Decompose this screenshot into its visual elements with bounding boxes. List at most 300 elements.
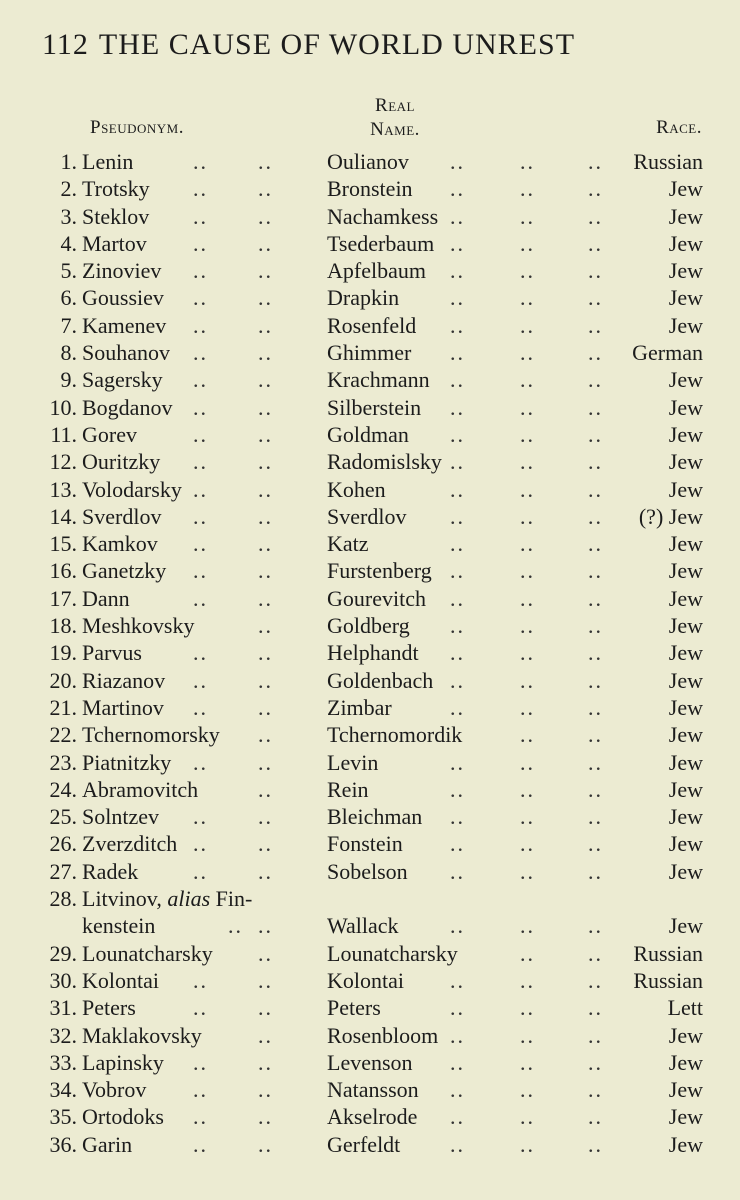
race: Jew xyxy=(668,203,703,229)
pseudonym: Goussiev xyxy=(82,285,164,311)
leader-dots: .. xyxy=(520,394,535,420)
leader-dots: .. xyxy=(520,476,535,502)
leader-dots: .. xyxy=(588,667,603,693)
real-name: Apfelbaum xyxy=(327,258,426,284)
leader-dots: .. xyxy=(258,585,273,611)
real-name: Rosenbloom xyxy=(327,1022,439,1048)
row-number: 13. xyxy=(49,476,77,502)
leader-dots: .. xyxy=(258,940,273,966)
leader-dots: .. xyxy=(450,476,465,502)
race: Jew xyxy=(668,1104,703,1130)
leader-dots: .. xyxy=(193,503,208,529)
race: Russian xyxy=(633,940,703,966)
leader-dots: .. xyxy=(520,804,535,830)
table-row xyxy=(0,1049,740,1076)
leader-dots: .. xyxy=(450,640,465,666)
race: (?) Jew xyxy=(638,503,703,529)
table-row xyxy=(0,776,740,803)
leader-dots: .. xyxy=(588,722,603,748)
leader-dots: .. xyxy=(588,367,603,393)
leader-dots: .. xyxy=(193,558,208,584)
real-name: Peters xyxy=(327,995,381,1021)
leader-dots: .. xyxy=(258,722,273,748)
leader-dots: .. xyxy=(520,285,535,311)
leader-dots: .. xyxy=(258,312,273,338)
leader-dots: .. xyxy=(258,449,273,475)
table-row xyxy=(0,257,740,284)
leader-dots: .. xyxy=(258,203,273,229)
real-name: Wallack xyxy=(327,913,399,939)
race: Jew xyxy=(668,613,703,639)
leader-dots: .. xyxy=(258,285,273,311)
leader-dots: .. xyxy=(450,449,465,475)
race: Jew xyxy=(668,667,703,693)
leader-dots: .. xyxy=(588,585,603,611)
leader-dots: .. xyxy=(193,585,208,611)
row-number: 4. xyxy=(60,230,77,256)
leader-dots: .. xyxy=(258,913,273,939)
leader-dots: .. xyxy=(588,967,603,993)
leader-dots: .. xyxy=(520,449,535,475)
page-title: THE CAUSE OF WORLD UNREST xyxy=(98,28,576,61)
real-name: Katz xyxy=(327,531,369,557)
leader-dots: .. xyxy=(258,258,273,284)
leader-dots: .. xyxy=(193,831,208,857)
pseudonym: Maklakovsky xyxy=(82,1022,202,1048)
leader-dots: .. xyxy=(520,176,535,202)
leader-dots: .. xyxy=(258,995,273,1021)
table-row xyxy=(0,585,740,612)
table-row xyxy=(0,694,740,721)
leader-dots: .. xyxy=(193,230,208,256)
row-number: 8. xyxy=(60,340,77,366)
real-name: Goldman xyxy=(327,421,409,447)
leader-dots: .. xyxy=(520,421,535,447)
leader-dots: .. xyxy=(258,694,273,720)
table-row xyxy=(0,667,740,694)
leader-dots: .. xyxy=(258,1049,273,1075)
leader-dots: .. xyxy=(520,585,535,611)
race: Jew xyxy=(668,749,703,775)
leader-dots: .. xyxy=(258,613,273,639)
real-name: Bronstein xyxy=(327,176,413,202)
leader-dots: .. xyxy=(588,804,603,830)
leader-dots: .. xyxy=(520,722,535,748)
leader-dots: .. xyxy=(588,285,603,311)
pseudonym: Souhanov xyxy=(82,340,170,366)
pseudonym: Zverzditch xyxy=(82,831,178,857)
leader-dots: .. xyxy=(588,203,603,229)
pseudonym: Abramovitch xyxy=(82,776,199,802)
row-number: 1. xyxy=(60,149,77,174)
leader-dots: .. xyxy=(588,558,603,584)
leader-dots: .. xyxy=(193,312,208,338)
leader-dots: .. xyxy=(193,367,208,393)
leader-dots: .. xyxy=(520,149,535,174)
real-name: Gourevitch xyxy=(327,585,426,611)
race: Jew xyxy=(668,1022,703,1048)
leader-dots: .. xyxy=(450,312,465,338)
leader-dots: .. xyxy=(193,149,208,174)
row-number: 16. xyxy=(49,558,77,584)
row-number: 34. xyxy=(49,1077,77,1103)
pseudonym: Lounatcharsky xyxy=(82,940,213,966)
leader-dots: .. xyxy=(258,831,273,857)
leader-dots: .. xyxy=(588,831,603,857)
pseudonym: Tchernomorsky xyxy=(82,722,220,748)
real-name: Akselrode xyxy=(327,1104,418,1130)
leader-dots: .. xyxy=(258,394,273,420)
table-row xyxy=(0,1131,740,1158)
race: Jew xyxy=(668,804,703,830)
pseudonym: Kamenev xyxy=(82,312,167,338)
leader-dots: .. xyxy=(258,749,273,775)
leader-dots: .. xyxy=(588,176,603,202)
leader-dots: .. xyxy=(450,749,465,775)
race: Jew xyxy=(668,1131,703,1157)
leader-dots: .. xyxy=(588,1104,603,1130)
leader-dots: .. xyxy=(450,613,465,639)
leader-dots: .. xyxy=(450,1022,465,1048)
leader-dots: .. xyxy=(258,804,273,830)
leader-dots: .. xyxy=(450,858,465,884)
row-number: 24. xyxy=(49,776,77,802)
leader-dots: .. xyxy=(520,1077,535,1103)
real-name: Goldberg xyxy=(327,613,410,639)
leader-dots: .. xyxy=(588,476,603,502)
leader-dots: .. xyxy=(520,531,535,557)
real-name: Rein xyxy=(327,776,369,802)
row-number: 31. xyxy=(49,995,77,1021)
race: Jew xyxy=(668,640,703,666)
leader-dots: .. xyxy=(450,258,465,284)
table-row xyxy=(0,612,740,639)
race: Jew xyxy=(668,449,703,475)
leader-dots: .. xyxy=(450,1104,465,1130)
leader-dots: .. xyxy=(193,1049,208,1075)
leader-dots: .. xyxy=(258,230,273,256)
leader-dots: .. xyxy=(258,1077,273,1103)
leader-dots: .. xyxy=(520,995,535,1021)
row-number: 22. xyxy=(49,722,77,748)
table-row xyxy=(0,175,740,202)
leader-dots: .. xyxy=(588,694,603,720)
leader-dots: .. xyxy=(258,476,273,502)
table-row xyxy=(0,203,740,230)
leader-dots: .. xyxy=(193,667,208,693)
leader-dots: .. xyxy=(193,340,208,366)
real-name: Gerfeldt xyxy=(327,1131,401,1157)
leader-dots: .. xyxy=(450,913,465,939)
pseudonym: Solntzev xyxy=(82,804,159,830)
pseudonym: Kamkov xyxy=(82,531,158,557)
race: Jew xyxy=(668,476,703,502)
real-name: Ghimmer xyxy=(327,340,412,366)
leader-dots: .. xyxy=(450,340,465,366)
leader-dots: .. xyxy=(450,667,465,693)
header-race: Race. xyxy=(656,117,702,138)
race: Jew xyxy=(668,285,703,311)
pseudonym: Lenin xyxy=(82,149,134,174)
race: Jew xyxy=(668,312,703,338)
pseudonym-first: Litvinov, xyxy=(82,886,162,912)
leader-dots: .. xyxy=(450,367,465,393)
pseudonym: Bogdanov xyxy=(82,394,173,420)
pseudonym xyxy=(82,885,252,912)
leader-dots: .. xyxy=(193,394,208,420)
leader-dots: .. xyxy=(450,1077,465,1103)
leader-dots: .. xyxy=(193,203,208,229)
pseudonym: Garin xyxy=(82,1131,133,1157)
row-number: 33. xyxy=(49,1049,77,1075)
race: Jew xyxy=(668,585,703,611)
real-name: Zimbar xyxy=(327,694,392,720)
row-number: 7. xyxy=(60,312,77,338)
leader-dots: .. xyxy=(588,776,603,802)
leader-dots: .. xyxy=(520,694,535,720)
leader-dots: .. xyxy=(450,694,465,720)
race: Jew xyxy=(668,1077,703,1103)
race: Jew xyxy=(668,531,703,557)
table-row xyxy=(0,858,740,885)
real-name: Kohen xyxy=(327,476,386,502)
leader-dots: .. xyxy=(450,285,465,311)
row-number: 6. xyxy=(60,285,77,311)
leader-dots: .. xyxy=(520,1131,535,1157)
race: Jew xyxy=(668,1049,703,1075)
race: Jew xyxy=(668,258,703,284)
row-number: 14. xyxy=(49,503,77,529)
leader-dots: .. xyxy=(588,449,603,475)
leader-dots: .. xyxy=(193,694,208,720)
race: Jew xyxy=(668,394,703,420)
pseudonym: Piatnitzky xyxy=(82,749,172,775)
table-row xyxy=(0,476,740,503)
row-number: 19. xyxy=(49,640,77,666)
leader-dots: .. xyxy=(520,858,535,884)
leader-dots: .. xyxy=(258,667,273,693)
pseudonym-continuation: kenstein xyxy=(82,913,156,939)
table-row xyxy=(0,421,740,448)
row-number: 21. xyxy=(49,694,77,720)
real-name: Helphandt xyxy=(327,640,419,666)
leader-dots: .. xyxy=(520,940,535,966)
alias-word: alias xyxy=(167,886,211,912)
pseudonym: Martinov xyxy=(82,694,164,720)
leader-dots: .. xyxy=(193,421,208,447)
pseudonym: Ouritzky xyxy=(82,449,161,475)
table-row xyxy=(0,366,740,393)
leader-dots: .. xyxy=(450,804,465,830)
pseudonym: Peters xyxy=(82,995,136,1021)
race: Russian xyxy=(633,149,703,174)
leader-dots: .. xyxy=(520,340,535,366)
table-row xyxy=(0,230,740,257)
real-name: Nachamkess xyxy=(327,203,439,229)
table-row xyxy=(0,557,740,584)
leader-dots: .. xyxy=(450,1049,465,1075)
leader-dots: .. xyxy=(588,1022,603,1048)
real-name: Fonstein xyxy=(327,831,403,857)
row-number: 26. xyxy=(49,831,77,857)
row-number: 25. xyxy=(49,804,77,830)
leader-dots: .. xyxy=(450,776,465,802)
leader-dots: .. xyxy=(258,503,273,529)
real-name: Natansson xyxy=(327,1077,419,1103)
leader-dots: .. xyxy=(520,967,535,993)
pseudonym: Meshkovsky xyxy=(82,613,195,639)
leader-dots: .. xyxy=(258,1131,273,1157)
leader-dots: .. xyxy=(258,558,273,584)
leader-dots: .. xyxy=(520,558,535,584)
row-number: 9. xyxy=(60,367,77,393)
table-row xyxy=(0,530,740,557)
pseudonym: Ganetzky xyxy=(82,558,167,584)
leader-dots: .. xyxy=(520,503,535,529)
header-pseudonym: Pseudonym. xyxy=(90,117,184,138)
pseudonym: Martov xyxy=(82,230,147,256)
leader-dots: .. xyxy=(520,367,535,393)
leader-dots: .. xyxy=(450,831,465,857)
row-number: 10. xyxy=(49,394,77,420)
real-name: Levin xyxy=(327,749,379,775)
leader-dots: .. xyxy=(193,1131,208,1157)
table-row xyxy=(0,1103,740,1130)
leader-dots: .. xyxy=(588,913,603,939)
row-number: 3. xyxy=(60,203,77,229)
real-name: Tchernomordik xyxy=(327,722,463,748)
table-row xyxy=(0,830,740,857)
race: Jew xyxy=(668,367,703,393)
leader-dots: .. xyxy=(450,558,465,584)
table-row xyxy=(0,885,740,940)
real-name: Bleichman xyxy=(327,804,423,830)
leader-dots: .. xyxy=(588,1049,603,1075)
pseudonym: Radek xyxy=(82,858,139,884)
leader-dots: .. xyxy=(588,749,603,775)
leader-dots: .. xyxy=(450,995,465,1021)
leader-dots: .. xyxy=(588,858,603,884)
leader-dots: .. xyxy=(193,449,208,475)
race: Russian xyxy=(633,967,703,993)
real-name: Levenson xyxy=(327,1049,413,1075)
table-row xyxy=(0,721,740,748)
leader-dots: .. xyxy=(450,967,465,993)
leader-dots: .. xyxy=(258,858,273,884)
row-number: 27. xyxy=(49,858,77,884)
leader-dots: .. xyxy=(450,503,465,529)
header-real-name-line2: Name. xyxy=(370,119,420,140)
leader-dots: .. xyxy=(450,203,465,229)
table-row xyxy=(0,749,740,776)
leader-dots: .. xyxy=(258,531,273,557)
leader-dots: .. xyxy=(520,667,535,693)
pseudonym: Riazanov xyxy=(82,667,166,693)
names-table xyxy=(0,148,740,1158)
leader-dots: .. xyxy=(520,749,535,775)
leader-dots: .. xyxy=(450,394,465,420)
table-row xyxy=(0,148,740,175)
row-number: 35. xyxy=(49,1104,77,1130)
table-row xyxy=(0,394,740,421)
leader-dots: .. xyxy=(193,476,208,502)
row-number: 32. xyxy=(49,1022,77,1048)
leader-dots: .. xyxy=(520,831,535,857)
leader-dots: .. xyxy=(193,285,208,311)
row-number: 23. xyxy=(49,749,77,775)
leader-dots: .. xyxy=(193,1077,208,1103)
leader-dots: .. xyxy=(258,640,273,666)
leader-dots: .. xyxy=(193,258,208,284)
table-row xyxy=(0,639,740,666)
race: Jew xyxy=(668,722,703,748)
table-row xyxy=(0,284,740,311)
pseudonym: Parvus xyxy=(82,640,142,666)
leader-dots: .. xyxy=(450,585,465,611)
leader-dots: .. xyxy=(520,1104,535,1130)
pseudonym: Dann xyxy=(82,585,130,611)
leader-dots: .. xyxy=(258,1022,273,1048)
race: Jew xyxy=(668,858,703,884)
leader-dots: .. xyxy=(588,230,603,256)
leader-dots: .. xyxy=(450,1131,465,1157)
leader-dots: .. xyxy=(520,1022,535,1048)
leader-dots: .. xyxy=(588,940,603,966)
page-number: 112 xyxy=(42,28,89,61)
row-number: 17. xyxy=(49,585,77,611)
table-row xyxy=(0,448,740,475)
real-name: Radomislsky xyxy=(327,449,442,475)
race: Jew xyxy=(668,421,703,447)
leader-dots: .. xyxy=(588,421,603,447)
real-name: Lounatcharsky xyxy=(327,940,458,966)
header-real-name xyxy=(330,94,460,142)
table-row xyxy=(0,803,740,830)
leader-dots: .. xyxy=(193,531,208,557)
row-number: 20. xyxy=(49,667,77,693)
row-number: 28. xyxy=(49,886,77,912)
leader-dots: .. xyxy=(588,312,603,338)
pseudonym: Sagersky xyxy=(82,367,163,393)
leader-dots: .. xyxy=(450,176,465,202)
real-name: Kolontai xyxy=(327,967,404,993)
leader-dots: .. xyxy=(520,312,535,338)
row-number: 2. xyxy=(60,176,77,202)
leader-dots: .. xyxy=(588,613,603,639)
leader-dots: .. xyxy=(520,203,535,229)
real-name: Furstenberg xyxy=(327,558,432,584)
leader-dots: .. xyxy=(258,421,273,447)
row-number: 15. xyxy=(49,531,77,557)
table-row xyxy=(0,994,740,1021)
leader-dots: .. xyxy=(588,995,603,1021)
leader-dots: .. xyxy=(450,421,465,447)
leader-dots: .. xyxy=(193,967,208,993)
table-row xyxy=(0,312,740,339)
leader-dots: .. xyxy=(258,176,273,202)
leader-dots: .. xyxy=(193,640,208,666)
leader-dots: .. xyxy=(450,230,465,256)
real-name: Tsederbaum xyxy=(327,230,435,256)
pseudonym: Gorev xyxy=(82,421,137,447)
running-head xyxy=(42,28,575,62)
leader-dots: .. xyxy=(193,1104,208,1130)
real-name: Drapkin xyxy=(327,285,400,311)
leader-dots: .. xyxy=(520,258,535,284)
leader-dots: .. xyxy=(450,531,465,557)
row-number: 5. xyxy=(60,258,77,284)
race: Lett xyxy=(667,995,703,1021)
